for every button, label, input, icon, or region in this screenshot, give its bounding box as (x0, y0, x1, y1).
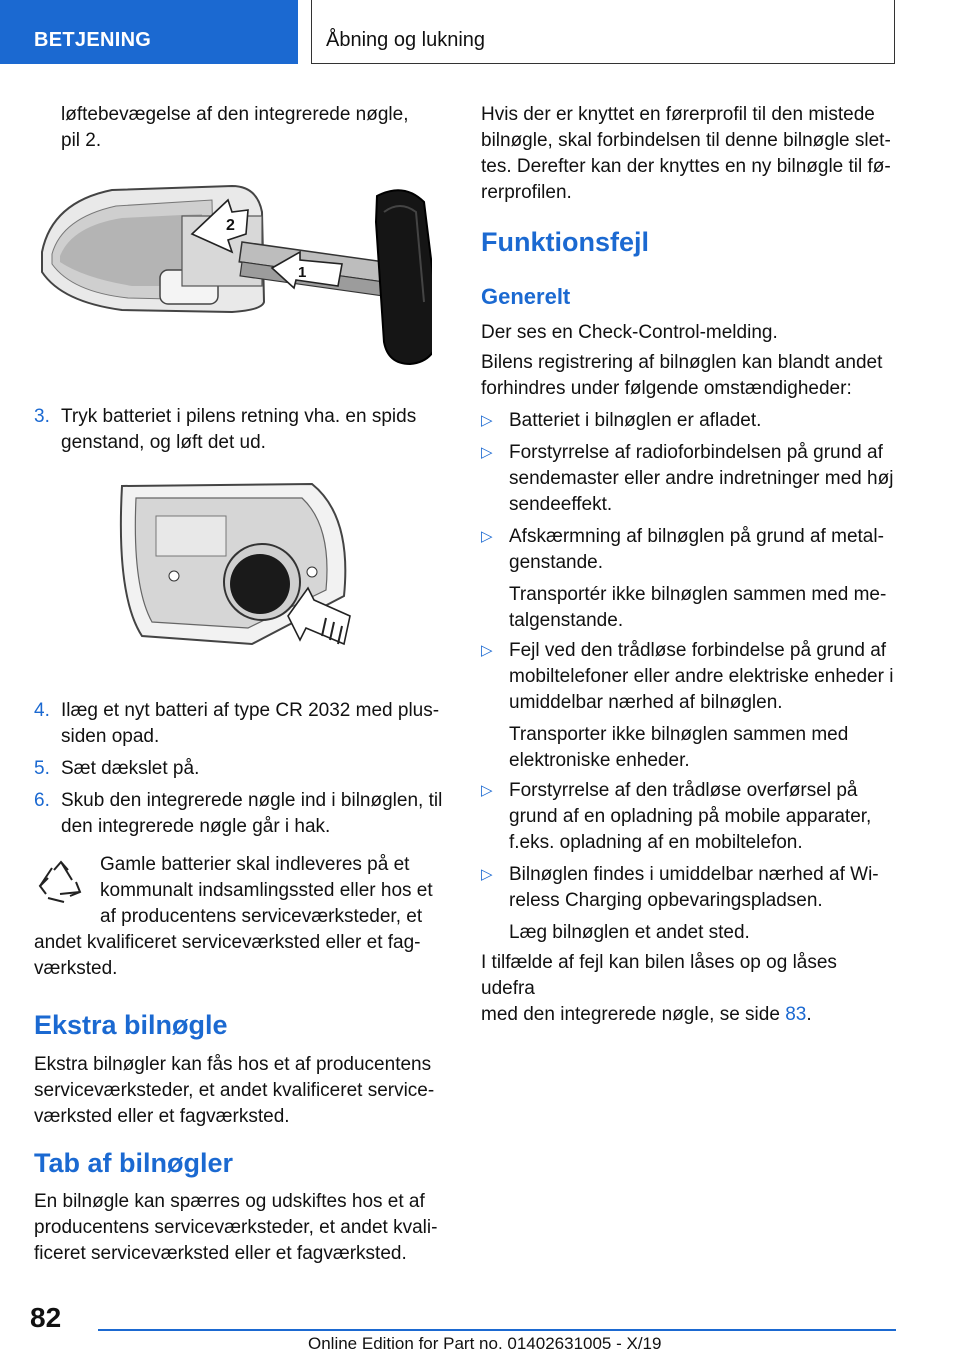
heading-extra-key: Ekstra bilnøgle (34, 1010, 228, 1040)
chapter-title: Åbning og lukning (311, 0, 895, 64)
heading-lost-key: Tab af bilnøgler (34, 1148, 234, 1178)
page-link-83[interactable]: 83 (785, 1004, 807, 1025)
closing-text: I tilfælde af fejl kan bilen låses op og låses udefra med den integrerede nøgle, se side 83. (481, 952, 837, 1025)
bullet-4: ▷ Fejl ved den trådløse forbindelse på grund af mobiltelefoner eller andre elektriske enheder i umiddelbar nærhed af bilnøglen. Transporter ikke bilnøglen sammen med elektroniske enheder. (481, 640, 894, 771)
section-tab: BETJENING (0, 0, 298, 64)
heading-malfunction: Funktionsfejl (481, 227, 649, 257)
lost-key-text: En bilnøgle kan spærres og udskiftes hos et af producentens serviceværksteder, et andet kvali- ficeret serviceværksted eller et fagværksted. (34, 1191, 438, 1264)
bullet-triangle-icon: ▷ (481, 528, 493, 545)
intro-text: løftebevægelse af den integrerede nøgle, pil 2. (61, 104, 409, 151)
figure-key-removal (32, 182, 432, 372)
step-3: 3. Tryk batteriet i pilens retning vha. en spids genstand, og løft det ud. (34, 406, 417, 453)
step-5: 5. Sæt dækslet på. (34, 756, 446, 782)
recycle-note-cont: andet kvalificeret serviceværksted eller et fag- værksted. (34, 932, 421, 979)
bullet-triangle-icon: ▷ (481, 444, 493, 461)
footer-edition: Online Edition for Part no. 01402631005 - X/19 (308, 1334, 662, 1353)
bullet-triangle-icon: ▷ (481, 782, 493, 799)
step-6: 6. Skub den integrerede nøgle ind i bilnøglen, til den integrerede nøgle går i hak. (34, 790, 443, 837)
step-4: 4. Ilæg et nyt batteri af type CR 2032 med plus- siden opad. (34, 700, 440, 747)
bullet-2: ▷ Forstyrrelse af radioforbindelsen på grund af sendemaster eller andre indretninger med høj sendeeffekt. (481, 442, 894, 515)
arrow-1-label: 1 (298, 264, 307, 281)
step-number: 4. (34, 700, 50, 721)
bullet-triangle-icon: ▷ (481, 866, 493, 883)
profile-text: Hvis der er knyttet en førerprofil til den mistede bilnøgle, skal forbindelsen til denne bilnøgle slet- tes. Derefter kan der knyttes en ny bilnøgle til fø- rerprofilen. (481, 104, 891, 203)
footer-divider (98, 1329, 896, 1331)
recycle-icon (36, 858, 86, 908)
check-control-text: Der ses en Check-Control-melding. (481, 322, 778, 343)
figure-battery (112, 476, 372, 666)
step-number: 5. (34, 758, 50, 779)
arrow-2-label: 2 (226, 217, 235, 234)
bullet-1: ▷ Batteriet i bilnøglen er afladet. (481, 408, 896, 434)
bullet-3: ▷ Afskærmning af bilnøglen på grund af metal- genstande. Transportér ikke bilnøglen sammen med me- talgenstande. (481, 526, 887, 631)
subheading-general: Generelt (481, 284, 571, 309)
page-number: 82 (30, 1302, 62, 1333)
bullet-triangle-icon: ▷ (481, 642, 493, 659)
extra-key-text: Ekstra bilnøgler kan fås hos et af producentens serviceværksteder, et andet kvalificeret service- værksted eller et fagværksted. (34, 1054, 435, 1127)
step-number: 6. (34, 790, 50, 811)
recycle-note: Gamle batterier skal indleveres på et kommunalt indsamlingssted eller hos et af producentens serviceværksteder, et (100, 854, 433, 927)
bullet-triangle-icon: ▷ (481, 412, 493, 429)
step-number: 3. (34, 406, 50, 427)
bullet-5: ▷ Forstyrrelse af den trådløse overførsel på grund af en opladning på mobile apparater, f.eks. opladning af en mobiltelefon. (481, 780, 872, 853)
registration-text: Bilens registrering af bilnøglen kan blandt andet forhindres under følgende omstændigheder: (481, 352, 883, 399)
bullet-6: ▷ Bilnøglen findes i umiddelbar nærhed af Wi- reless Charging opbevaringspladsen. Læg bilnøglen et andet sted. (481, 864, 879, 943)
